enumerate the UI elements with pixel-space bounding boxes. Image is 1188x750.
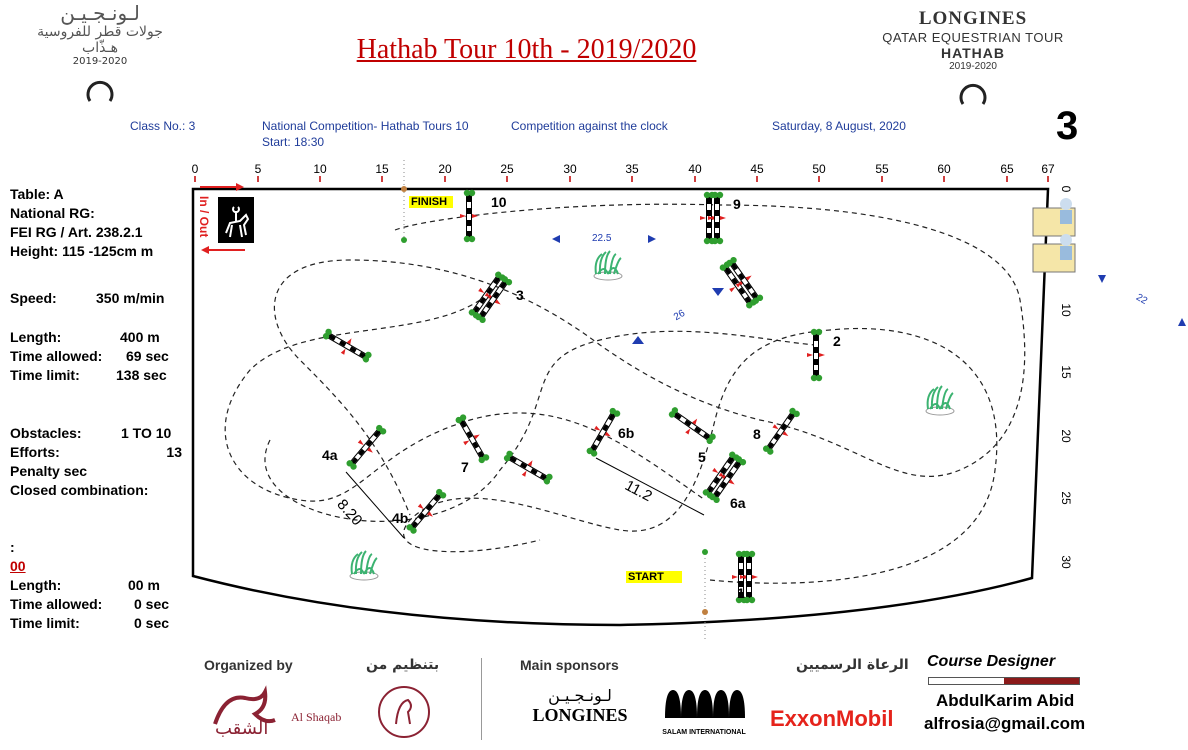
- obstacle-label-2: 2: [833, 333, 841, 349]
- organized-by-ar: بتنظيم من: [366, 657, 440, 673]
- main-sponsors-label: Main sponsors: [520, 657, 619, 673]
- y-tick-label: 0: [1059, 185, 1073, 193]
- x-tick-label: 45: [750, 162, 764, 176]
- exxon-logo: ExxonMobil: [770, 706, 894, 731]
- x-tick-label: 0: [191, 162, 199, 176]
- al-shaqab-ar: الشقب: [215, 718, 269, 739]
- wind-label-3: 22: [1133, 291, 1150, 308]
- footer-divider: [481, 658, 482, 740]
- finish-label: FINISH: [409, 196, 453, 208]
- x-tick-label: 40: [688, 162, 702, 176]
- designer-name: AbdulKarim Abid: [936, 691, 1075, 710]
- jumpoff-time-allowed-label: Time allowed:: [10, 596, 103, 612]
- distance-line-6: [596, 458, 704, 515]
- y-tick-label: 10: [1059, 303, 1073, 317]
- time-allowed-value: 69 sec: [126, 348, 169, 364]
- obstacle-label-9: 9: [733, 196, 741, 212]
- time-allowed-label: Time allowed:: [10, 348, 103, 364]
- designer-email: alfrosia@gmail.com: [924, 714, 1086, 733]
- efforts-label: Efforts:: [10, 444, 60, 460]
- logo-right-season: 2019-2020: [949, 61, 997, 72]
- obstacle-9b: [715, 254, 766, 312]
- obstacle-label-6a: 6a: [730, 495, 746, 511]
- obstacle-7b: [501, 447, 555, 489]
- y-tick-label: 20: [1059, 429, 1073, 443]
- longines-footer-name: LONGINES: [532, 705, 628, 725]
- obstacle-label-4b: 4b: [392, 510, 409, 526]
- competition-type: Competition against the clock: [511, 119, 668, 133]
- jumpoff-code: 00: [10, 558, 26, 574]
- time-limit-value: 138 sec: [116, 367, 167, 383]
- logo-right-hathab: HATHAB: [940, 45, 1006, 61]
- jumpoff-time-limit-value: 0 sec: [134, 615, 170, 631]
- class-no: Class No.: 3: [130, 119, 196, 133]
- x-tick-label: 67: [1041, 162, 1055, 176]
- bush-3: [350, 551, 378, 580]
- obstacle-label-1: 1: [737, 585, 745, 601]
- longines-footer-ar: لـونـجـيـن: [548, 686, 612, 705]
- logo-right-tour: QATAR EQUESTRIAN TOUR: [882, 30, 1064, 45]
- speed-label: Speed:: [10, 290, 57, 306]
- horse-rider-icon: [218, 197, 254, 243]
- x-tick-label: 25: [500, 162, 514, 176]
- obstacle-label-10: 10: [491, 194, 507, 210]
- course-designer-bar: [928, 677, 1080, 685]
- obstacle-unnumbered: [320, 325, 374, 367]
- length-label: Length:: [10, 329, 62, 345]
- obstacle-8: [759, 404, 804, 457]
- distance-label-6: 11.2: [622, 477, 655, 506]
- obstacles-value: 1 TO 10: [121, 425, 172, 441]
- x-tick-label: 5: [254, 162, 262, 176]
- jumpoff-time-limit-label: Time limit:: [10, 615, 80, 631]
- obstacle-9: [700, 192, 726, 244]
- table-type: Table: A: [10, 186, 64, 202]
- qef-logo: [372, 684, 436, 740]
- logo-left-season: 2019-2020: [72, 56, 128, 67]
- arena-outline: [193, 189, 1048, 625]
- obstacles-label: Obstacles:: [10, 425, 82, 441]
- jumpoff-length-label: Length:: [10, 577, 62, 593]
- x-tick-label: 10: [313, 162, 327, 176]
- x-tick-label: 20: [438, 162, 452, 176]
- obstacle-label-3: 3: [516, 287, 524, 303]
- jumpoff-length-value: 00 m: [128, 577, 160, 593]
- obstacle-label-8: 8: [753, 426, 761, 442]
- obstacle-1: [732, 551, 758, 603]
- logo-left-tour-ar: جولات قطر للفروسية: [37, 24, 163, 40]
- closed-combination-label: Closed combination:: [10, 482, 149, 498]
- obstacle-label-6b: 6b: [618, 425, 635, 441]
- wind-label-1: 22.5: [592, 233, 612, 244]
- obstacle-10: [460, 190, 478, 242]
- jumpoff-colon: :: [10, 539, 15, 555]
- judge-box-icon: [1033, 198, 1075, 272]
- speed-value: 350 m/min: [96, 290, 165, 306]
- class-number-big: 3: [1056, 104, 1079, 148]
- main-sponsors-ar: الرعاة الرسميين: [796, 657, 909, 673]
- course-designer-label: Course Designer: [927, 653, 1056, 670]
- y-tick-label: 15: [1059, 365, 1073, 379]
- logo-left-brand-ar: لـونـجـيـن: [60, 1, 140, 25]
- longines-footer-logo: [520, 686, 640, 726]
- wind-label-2: 26: [671, 307, 688, 324]
- logo-right-brand: LONGINES: [918, 8, 1028, 29]
- al-shaqab-logo: [205, 684, 355, 740]
- al-shaqab-name: Al Shaqab: [291, 710, 342, 724]
- x-tick-label: 15: [375, 162, 389, 176]
- time-limit-label: Time limit:: [10, 367, 80, 383]
- salam-logo: [656, 684, 752, 736]
- start-label: START: [626, 571, 682, 583]
- logo-left-hathab-ar: هـذّاب: [82, 40, 118, 56]
- y-tick-label: 30: [1059, 555, 1073, 569]
- course-path: [225, 204, 1025, 583]
- obstacle-5: [665, 404, 718, 449]
- fei-rg: FEI RG / Art. 238.2.1: [10, 224, 143, 240]
- in-out-label: In / Out: [197, 196, 211, 238]
- efforts-value: 13: [166, 444, 182, 460]
- salam-name: SALAM INTERNATIONAL: [662, 729, 746, 736]
- x-tick-label: 55: [875, 162, 889, 176]
- start-time: Start: 18:30: [262, 135, 325, 149]
- organized-by-label: Organized by: [204, 657, 293, 673]
- page-title: Hathab Tour 10th - 2019/2020: [356, 34, 697, 65]
- penalty-label: Penalty sec: [10, 463, 88, 479]
- x-tick-label: 65: [1000, 162, 1014, 176]
- x-tick-label: 60: [937, 162, 951, 176]
- competition-name: National Competition- Hathab Tours 10: [262, 119, 469, 133]
- bush-2: [926, 386, 954, 415]
- length-value: 400 m: [120, 329, 160, 345]
- obstacle-label-4a: 4a: [322, 447, 338, 463]
- obstacle-label-7: 7: [461, 459, 469, 475]
- x-tick-label: 30: [563, 162, 577, 176]
- competition-date: Saturday, 8 August, 2020: [772, 119, 906, 133]
- distance-label-4: 8.20: [333, 496, 366, 530]
- y-tick-label: 25: [1059, 491, 1073, 505]
- height-info: Height: 115 -125cm m: [10, 243, 154, 259]
- jumpoff-time-allowed-value: 0 sec: [134, 596, 170, 612]
- x-ruler: [192, 162, 1055, 182]
- obstacle-label-5: 5: [698, 449, 706, 465]
- obstacle-3: [464, 268, 515, 326]
- x-tick-label: 35: [625, 162, 639, 176]
- x-tick-label: 50: [812, 162, 826, 176]
- obstacle-2: [807, 329, 825, 381]
- national-rg: National RG:: [10, 205, 95, 221]
- bush-1: [594, 251, 622, 280]
